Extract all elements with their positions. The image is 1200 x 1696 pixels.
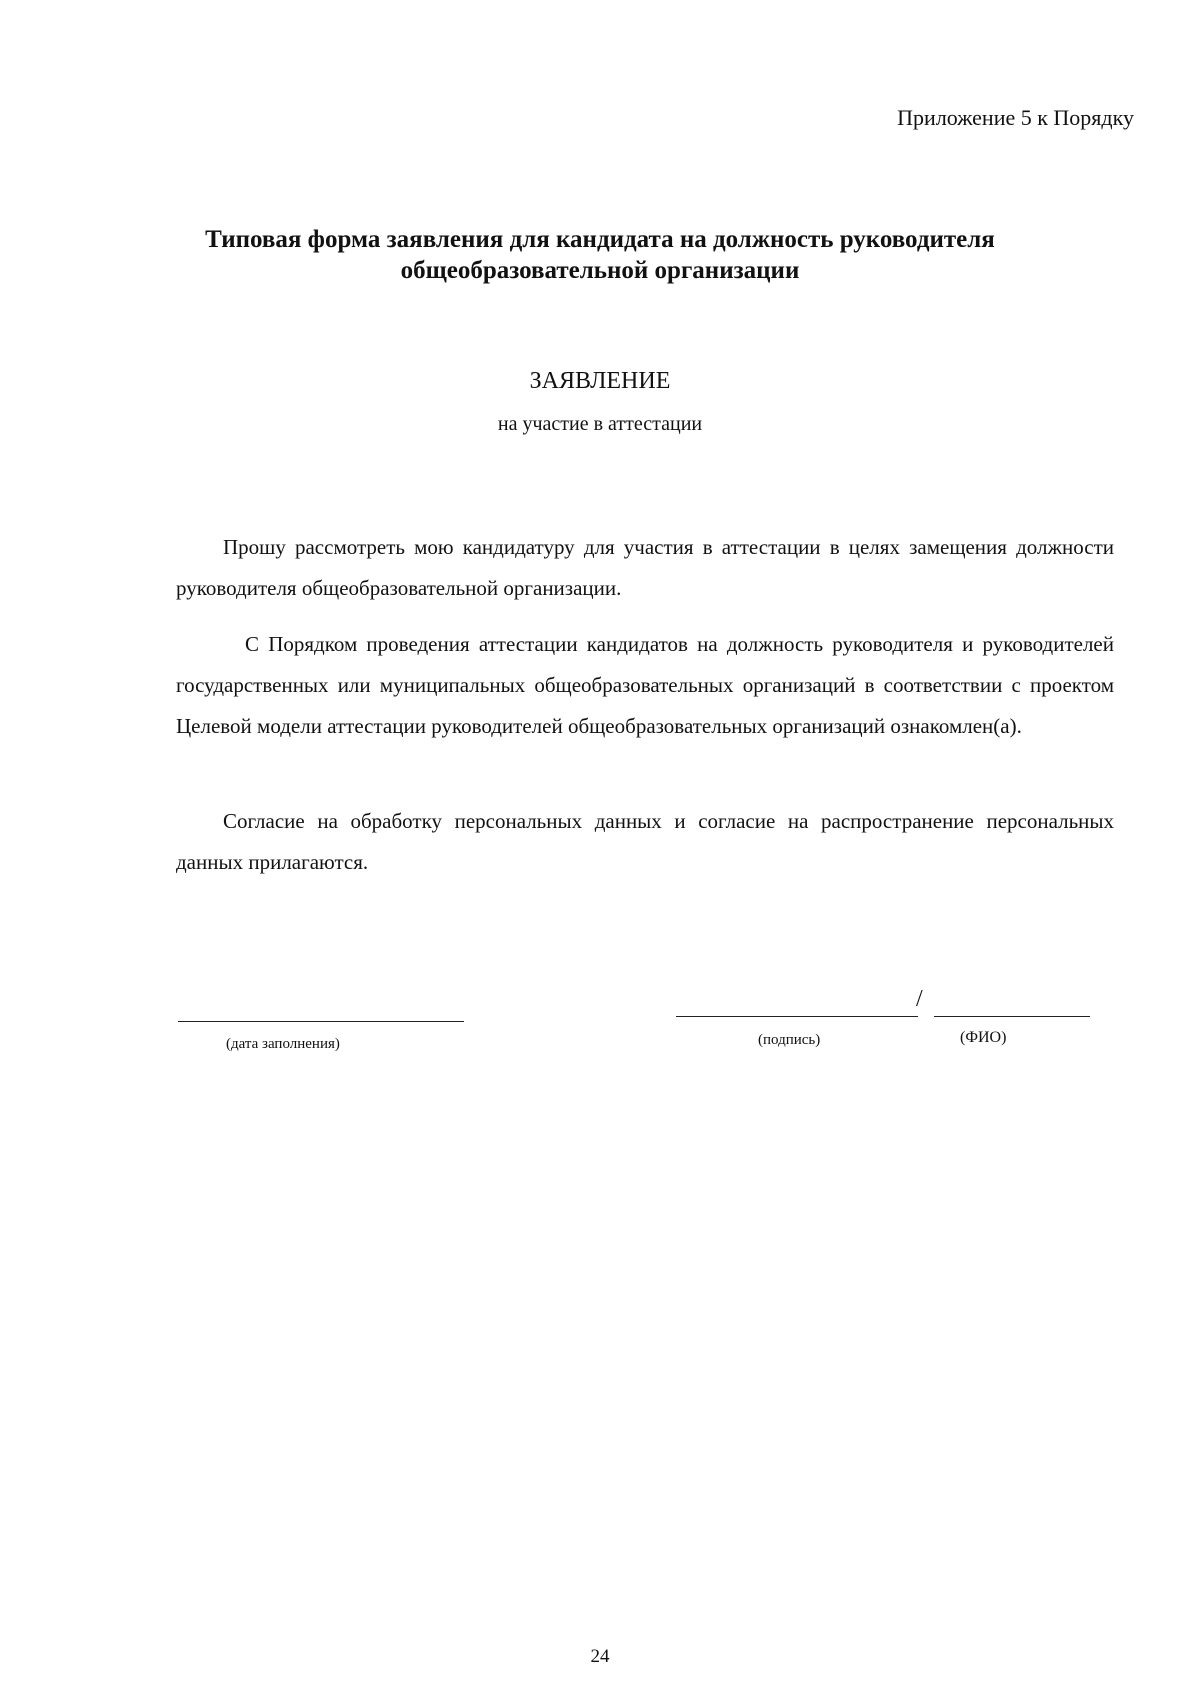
signature-separator: / xyxy=(916,986,923,1012)
form-title-line-1: Типовая форма заявления для кандидата на должность руководителя xyxy=(205,226,995,253)
signature-caption: (подпись) xyxy=(758,1032,821,1048)
paragraph-request: Прошу рассмотреть мою кандидатуру для участия в аттестации в целях замещения должности руководителя общеобразовательной организации. xyxy=(176,535,1114,600)
form-title xyxy=(150,224,1050,286)
statement-subheading: на участие в аттестации xyxy=(497,413,703,435)
fio-caption: (ФИО) xyxy=(960,1029,1007,1046)
date-blank-line xyxy=(178,1021,464,1022)
page-number: 24 xyxy=(590,1646,610,1667)
statement-heading: ЗАЯВЛЕНИЕ xyxy=(529,368,671,394)
date-caption: (дата заполнения) xyxy=(226,1036,340,1052)
fio-blank-line xyxy=(934,1016,1090,1017)
paragraph-consent: Согласие на обработку персональных данных и согласие на распространение персональных данных прилагаются. xyxy=(176,809,1114,874)
signature-blank-line xyxy=(676,1016,918,1017)
appendix-reference: Приложение 5 к Порядку xyxy=(897,105,1134,130)
form-title-line-2: общеобразовательной организации xyxy=(400,257,800,284)
paragraph-acknowledgement: С Порядком проведения аттестации кандидатов на должность руководителя и руководителей государственных или муниципальных общеобразовательных организаций в соответствии с проектом Целевой модели аттестации руководителей общеобразовательных организаций ознакомлен(а). xyxy=(176,632,1114,738)
